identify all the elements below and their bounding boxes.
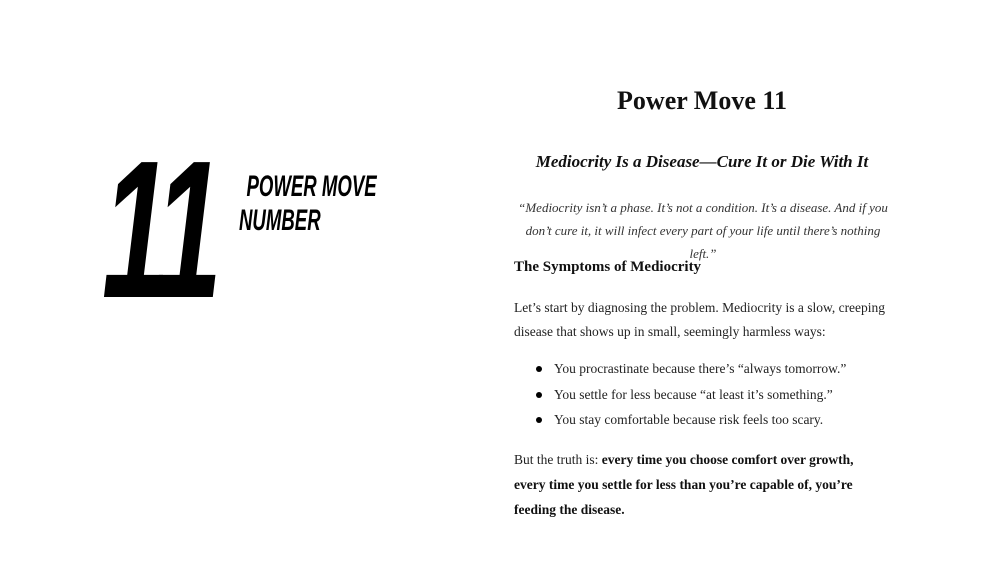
chapter-subtitle: Mediocrity Is a Disease—Cure It or Die With It [535, 152, 869, 171]
closing-paragraph [514, 447, 884, 522]
list-item-text: You procrastinate because there’s “always tomorrow.” [554, 361, 847, 376]
epigraph-quote: “Mediocrity isn’t a phase. It’s not a condition. It’s a disease. And if you don’t cure it, it will infect every part of your life until there’s nothing left.” [518, 200, 888, 261]
list-item [534, 359, 846, 385]
bullet-icon [536, 417, 542, 423]
bullet-icon [536, 366, 542, 372]
list-item [534, 385, 846, 411]
closing-lead: But the truth is: [514, 452, 602, 467]
right-page [512, 0, 892, 565]
power-move-number: 11 [102, 120, 216, 339]
power-move-label-line2: NUMBER [239, 204, 321, 237]
chapter-title: Power Move 11 [617, 86, 787, 115]
intro-paragraph: Let’s start by diagnosing the problem. Mediocrity is a slow, creeping disease that shows up in small, seemingly harmless ways: [514, 300, 886, 339]
left-page [0, 0, 500, 565]
closing-emphasis: every time you choose comfort over growth, every time you settle for less than you’re capable of, you’re feeding the disease. [514, 452, 854, 517]
list-item-text: You settle for less because “at least it’s something.” [554, 386, 833, 402]
symptoms-list [534, 359, 846, 436]
power-move-label-line1: POWER MOVE [246, 170, 377, 203]
power-move-label [239, 170, 377, 238]
section-heading: The Symptoms of Mediocrity [514, 259, 702, 275]
list-item-text: You stay comfortable because risk feels too scary. [554, 412, 824, 427]
list-item [534, 410, 846, 436]
bullet-icon [536, 392, 542, 398]
